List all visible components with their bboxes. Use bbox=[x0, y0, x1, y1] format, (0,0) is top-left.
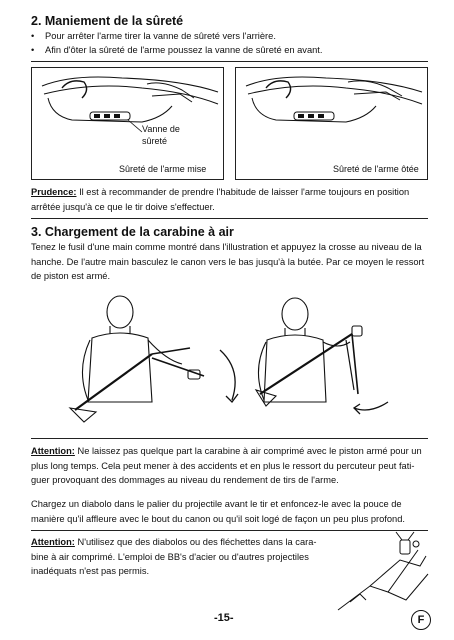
loading-illustration bbox=[70, 290, 400, 430]
loading-instructions: Tenez le fusil d'une main comme montré dans l'illustration et appuyez la crosse au niveau de la hanche. De l'autre main basculez le canon vers le bas jusqu'à la butée. Par ce moyen le ressort de piston est armé. bbox=[31, 242, 425, 282]
figure-caption: Sûreté de l'arme ôtée bbox=[333, 164, 419, 174]
callout-label: Vanne de sûreté bbox=[142, 124, 180, 146]
bullet-item: • Pour arrêter l'arme tirer la vanne de sûreté vers l'arrière. bbox=[31, 31, 276, 41]
attention-label: Attention: bbox=[31, 537, 75, 547]
diabolo-instructions: Chargez un diabolo dans le palier du projectile avant le tir et enfoncez-le avec la pouce de manière qu'il affleure avec le bout du canon ou qu'il soit logé de façon un peu plus profond. bbox=[31, 499, 405, 524]
pellet-loading-illustration bbox=[330, 530, 430, 612]
prudence-note: Prudence: Il est à recommander de prendre l'habitude de laisser l'arme toujours en position arrêtée jusqu'à ce que le tir doive s'effectuer. bbox=[31, 187, 410, 212]
attention-note-ammo: Attention: N'utilisez que des diabolos ou des fléchettes dans la cara- bine à air comprimé. L'emploi de BB's d'acier ou d'autres projectiles inadéquats n'est pas permis. bbox=[31, 537, 317, 577]
section-heading-safety: 2. Maniement de la sûreté bbox=[31, 14, 184, 28]
gun-action-illustration bbox=[32, 68, 223, 179]
figure-safety-on bbox=[31, 67, 224, 180]
language-badge: F bbox=[411, 610, 431, 630]
bullet-item: • Afin d'ôter la sûreté de l'arme poussez la vanne de sûreté en avant. bbox=[31, 45, 323, 55]
gun-action-illustration bbox=[236, 68, 427, 179]
figure-safety-off bbox=[235, 67, 428, 180]
section-heading-loading: 3. Chargement de la carabine à air bbox=[31, 225, 234, 239]
attention-label: Attention: bbox=[31, 446, 75, 456]
divider bbox=[31, 438, 428, 439]
page-number: -15- bbox=[214, 612, 234, 624]
divider bbox=[31, 61, 428, 62]
figure-caption: Sûreté de l'arme mise bbox=[119, 164, 207, 174]
prudence-label: Prudence: bbox=[31, 187, 77, 197]
attention-note-spring: Attention: Ne laissez pas quelque part la carabine à air comprimé avec le piston armé pour un plus long temps. Cela peut mener à des accidents et en plus le ressort du percuteur peut fati- guer provoquant des dommages au niveau du rendement de tirs de l'arme. bbox=[31, 446, 422, 486]
divider bbox=[31, 218, 428, 219]
